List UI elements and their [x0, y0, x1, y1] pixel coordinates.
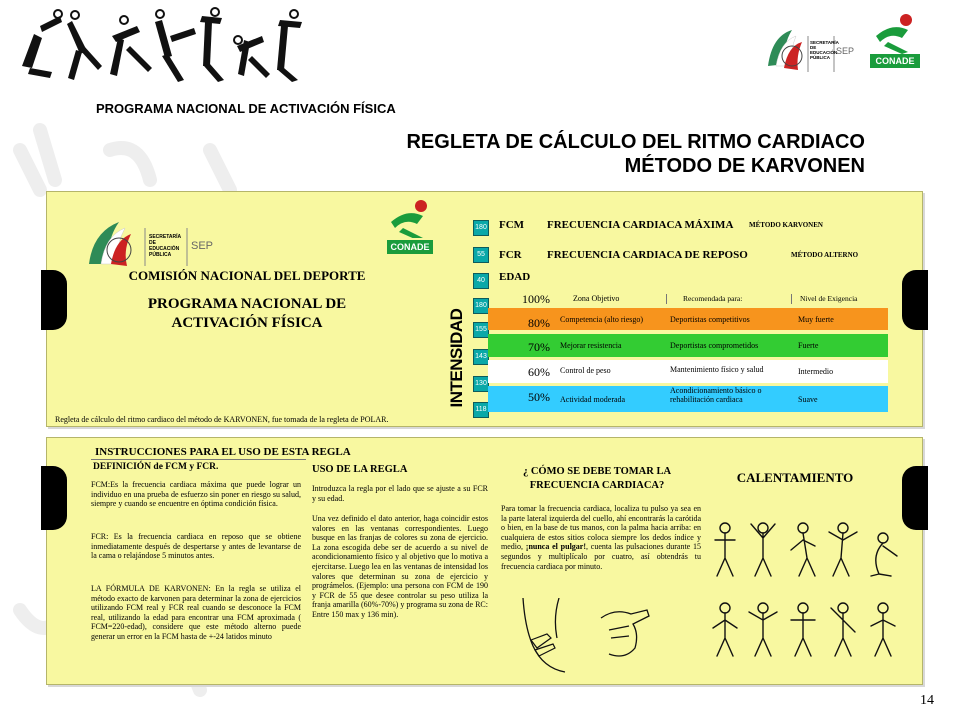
- program-heading: PROGRAMA NACIONAL DE ACTIVACIÓN FÍSICA: [96, 101, 396, 116]
- percentage-60: 60%: [528, 365, 550, 379]
- usage-title: USO DE LA REGLA: [312, 464, 408, 475]
- header-zone: Zona Objetivo: [573, 294, 620, 303]
- percentage-80: 80%: [528, 316, 550, 330]
- fcm-method: MÉTODO KARVONEN: [749, 221, 823, 229]
- instructions-panel: [46, 437, 923, 685]
- fcm-window-value: 180: [473, 220, 489, 236]
- howto-paragraph: [501, 504, 701, 571]
- definition-fcr: FCR: Es la frecuencia cardiaca en reposo que se obtiene inmediatamente después de despertarse y antes de levantarse de la cama o relajándose 5 minutos antes.: [91, 532, 301, 561]
- percentage-100: 100%: [522, 292, 550, 306]
- neck-pulse-illustration: [513, 598, 573, 678]
- activity-figures-banner: [12, 6, 307, 86]
- howto-text-bold: ¡nunca el pulgar!: [525, 542, 587, 552]
- zone-row-2-level: Fuerte: [798, 341, 819, 350]
- intensity-value-50: 118: [473, 402, 489, 418]
- commission-name: COMISIÓN NACIONAL DEL DEPORTE: [128, 268, 366, 283]
- sep-logo-text: SECRETARÍA DE EDUCACIÓN PÚBLICA: [810, 40, 839, 60]
- howto-title-line2: FRECUENCIA CARDIACA?: [529, 480, 665, 491]
- header-divider-2: [791, 294, 792, 304]
- sep-logo-abbr: SEP: [836, 46, 855, 56]
- age-label: EDAD: [499, 271, 531, 283]
- header-recommended: Recomendada para:: [683, 294, 743, 303]
- definition-formula: LA FÓRMULA DE KARVONEN: En la regla se utiliza el método exacto de karvonen para determinar la zona de ejercicios utilizando FCM real y FCR real cuando se desconoce la FCM real, utilizando la edad para encontrar una FCM aproximada ( FCM=220-edad), considere que este método alterno puede generar un error en la FCM hasta de +-24 latidos minuto: [91, 584, 301, 641]
- intensity-value-80: 155: [473, 322, 489, 338]
- usage-intro: Introduzca la regla por el lado que se ajuste a su FCR y su edad.: [312, 484, 488, 503]
- zone-row-1-zone: Competencia (alto riesgo): [560, 315, 644, 324]
- warmup-exercises-illustration: [711, 516, 911, 676]
- warmup-title: CALENTAMIENTO: [736, 470, 854, 485]
- instructions-left-tab: [41, 466, 67, 530]
- program-name-line1: PROGRAMA NACIONAL DE: [147, 296, 347, 312]
- ruler-left-tab: [41, 270, 67, 330]
- zone-row-1-recommended: Deportistas competitivos: [670, 315, 750, 324]
- header-level: Nivel de Exigencia: [800, 294, 858, 303]
- stick-figures-graphic: [12, 6, 307, 86]
- zone-row-4-zone: Actividad moderada: [560, 395, 626, 404]
- howto-text-part1: Para tomar la frecuencia cardiaca, localiza tu pulso ya sea en la parte lateral izquierda del cuello, ahí encontrarás la carótida o bien, en la base de tus manos, con la palma hacia arriba: en cualquiera de estos sitios coloca siempre los dedos índice y medio,: [501, 504, 701, 552]
- intensity-value-70: 143: [473, 349, 489, 365]
- fcr-method: MÉTODO ALTERNO: [791, 251, 859, 259]
- fcr-text: FRECUENCIA CARDIACA DE REPOSO: [547, 249, 748, 261]
- conade-logo-text: CONADE: [870, 54, 920, 68]
- page-title-line1: REGLETA DE CÁLCULO DEL RITMO CARDIACO: [406, 131, 865, 153]
- zone-row-4-level: Suave: [798, 395, 818, 404]
- ruler-right-tab: [902, 270, 928, 330]
- page-number: 14: [920, 693, 934, 708]
- zone-row-1-level: Muy fuerte: [798, 315, 834, 324]
- zone-row-3-level: Intermedio: [798, 367, 834, 376]
- definition-fcm: FCM:Es la frecuencia cardiaca máxima que puede lograr un individuo en una prueba de esfuerzo sin poner en riesgo su salud, siempre y cuando se encuentre en óptima condición física.: [91, 480, 301, 509]
- panel-conade-logo-text: CONADE: [387, 240, 433, 254]
- wrist-pulse-illustration: [595, 604, 655, 664]
- page-title-line2: MÉTODO DE KARVONEN: [624, 155, 865, 177]
- intensity-value-60: 130: [473, 376, 489, 392]
- conade-runner-icon: [868, 12, 924, 54]
- panel-conade-logo: [383, 198, 439, 262]
- intensity-label: INTENSIDAD: [447, 308, 466, 408]
- age-window-value: 40: [473, 273, 489, 289]
- sep-logo: [762, 16, 855, 76]
- panel-sep-logo: [85, 212, 225, 268]
- zone-row-2-zone: Mejorar resistencia: [560, 341, 622, 350]
- fcm-text: FRECUENCIA CARDIACA MÁXIMA: [547, 219, 734, 231]
- howto-title-line1: ¿ CÓMO SE DEBE TOMAR LA: [522, 466, 672, 477]
- ruler-panel: [46, 191, 923, 427]
- percentage-50: 50%: [528, 390, 550, 404]
- fcm-abbr: FCM: [499, 219, 525, 231]
- zone-row-4-recommended: Acondicionamiento básico o rehabilitación cardiaca: [670, 386, 762, 404]
- zone-row-3-recommended: Mantenimiento físico y salud: [670, 365, 764, 374]
- usage-steps: Una vez definido el dato anterior, haga coincidir estos valores en las ventanas correspondientes. Luego busque en las franjas de colores su zona de ejercicio. La zona escogida debe ser de acuerdo a su nivel de acondicionamiento físico y al objetivo que lo motiva a ejercitarse. Luego lea en las ventanas de intensidad los valores que determinan su zona de ejercicio y prográmelos. (Ejemplo: una persona con FCM de 190 y FCR de 55 que desee controlar su peso utiliza la franja amarilla (60%-70%) y programa su zona de RC: Entre 150 max y 136 min).: [312, 514, 488, 619]
- definition-title: DEFINICIÓN de FCM y FCR.: [93, 462, 219, 472]
- program-name-line2: ACTIVACIÓN FÍSICA: [171, 315, 323, 331]
- ruler-footnote: Regleta de cálculo del ritmo cardiaco del método de KARVONEN, fue tomada de la regleta de POLAR.: [55, 415, 389, 424]
- instructions-title: INSTRUCCIONES PARA EL USO DE ESTA REGLA: [95, 446, 351, 458]
- zone-row-3-zone: Control de peso: [560, 366, 611, 375]
- zone-row-2-recommended: Deportistas comprometidos: [670, 341, 759, 350]
- panel-sep-logo-text: SECRETARÍA DE EDUCACIÓN PÚBLICA: [149, 234, 181, 258]
- header-divider-1: [666, 294, 667, 304]
- panel-sep-logo-abbr: SEP: [191, 240, 214, 252]
- intensity-value-100: 180: [473, 298, 489, 314]
- percentage-70: 70%: [528, 340, 550, 354]
- conade-logo: [868, 12, 924, 74]
- fcr-abbr: FCR: [499, 249, 522, 261]
- howto-text-part2: , cuenta las pulsaciones durante 15 segundos y multiplícalo por cuatro, así obtendrás tu frecuencia cardiaca por minuto.: [501, 542, 701, 571]
- panel-conade-runner-icon: [383, 198, 439, 238]
- zone-table: [488, 294, 888, 412]
- fcr-window-value: 55: [473, 247, 489, 263]
- instructions-title-divider: [91, 459, 306, 460]
